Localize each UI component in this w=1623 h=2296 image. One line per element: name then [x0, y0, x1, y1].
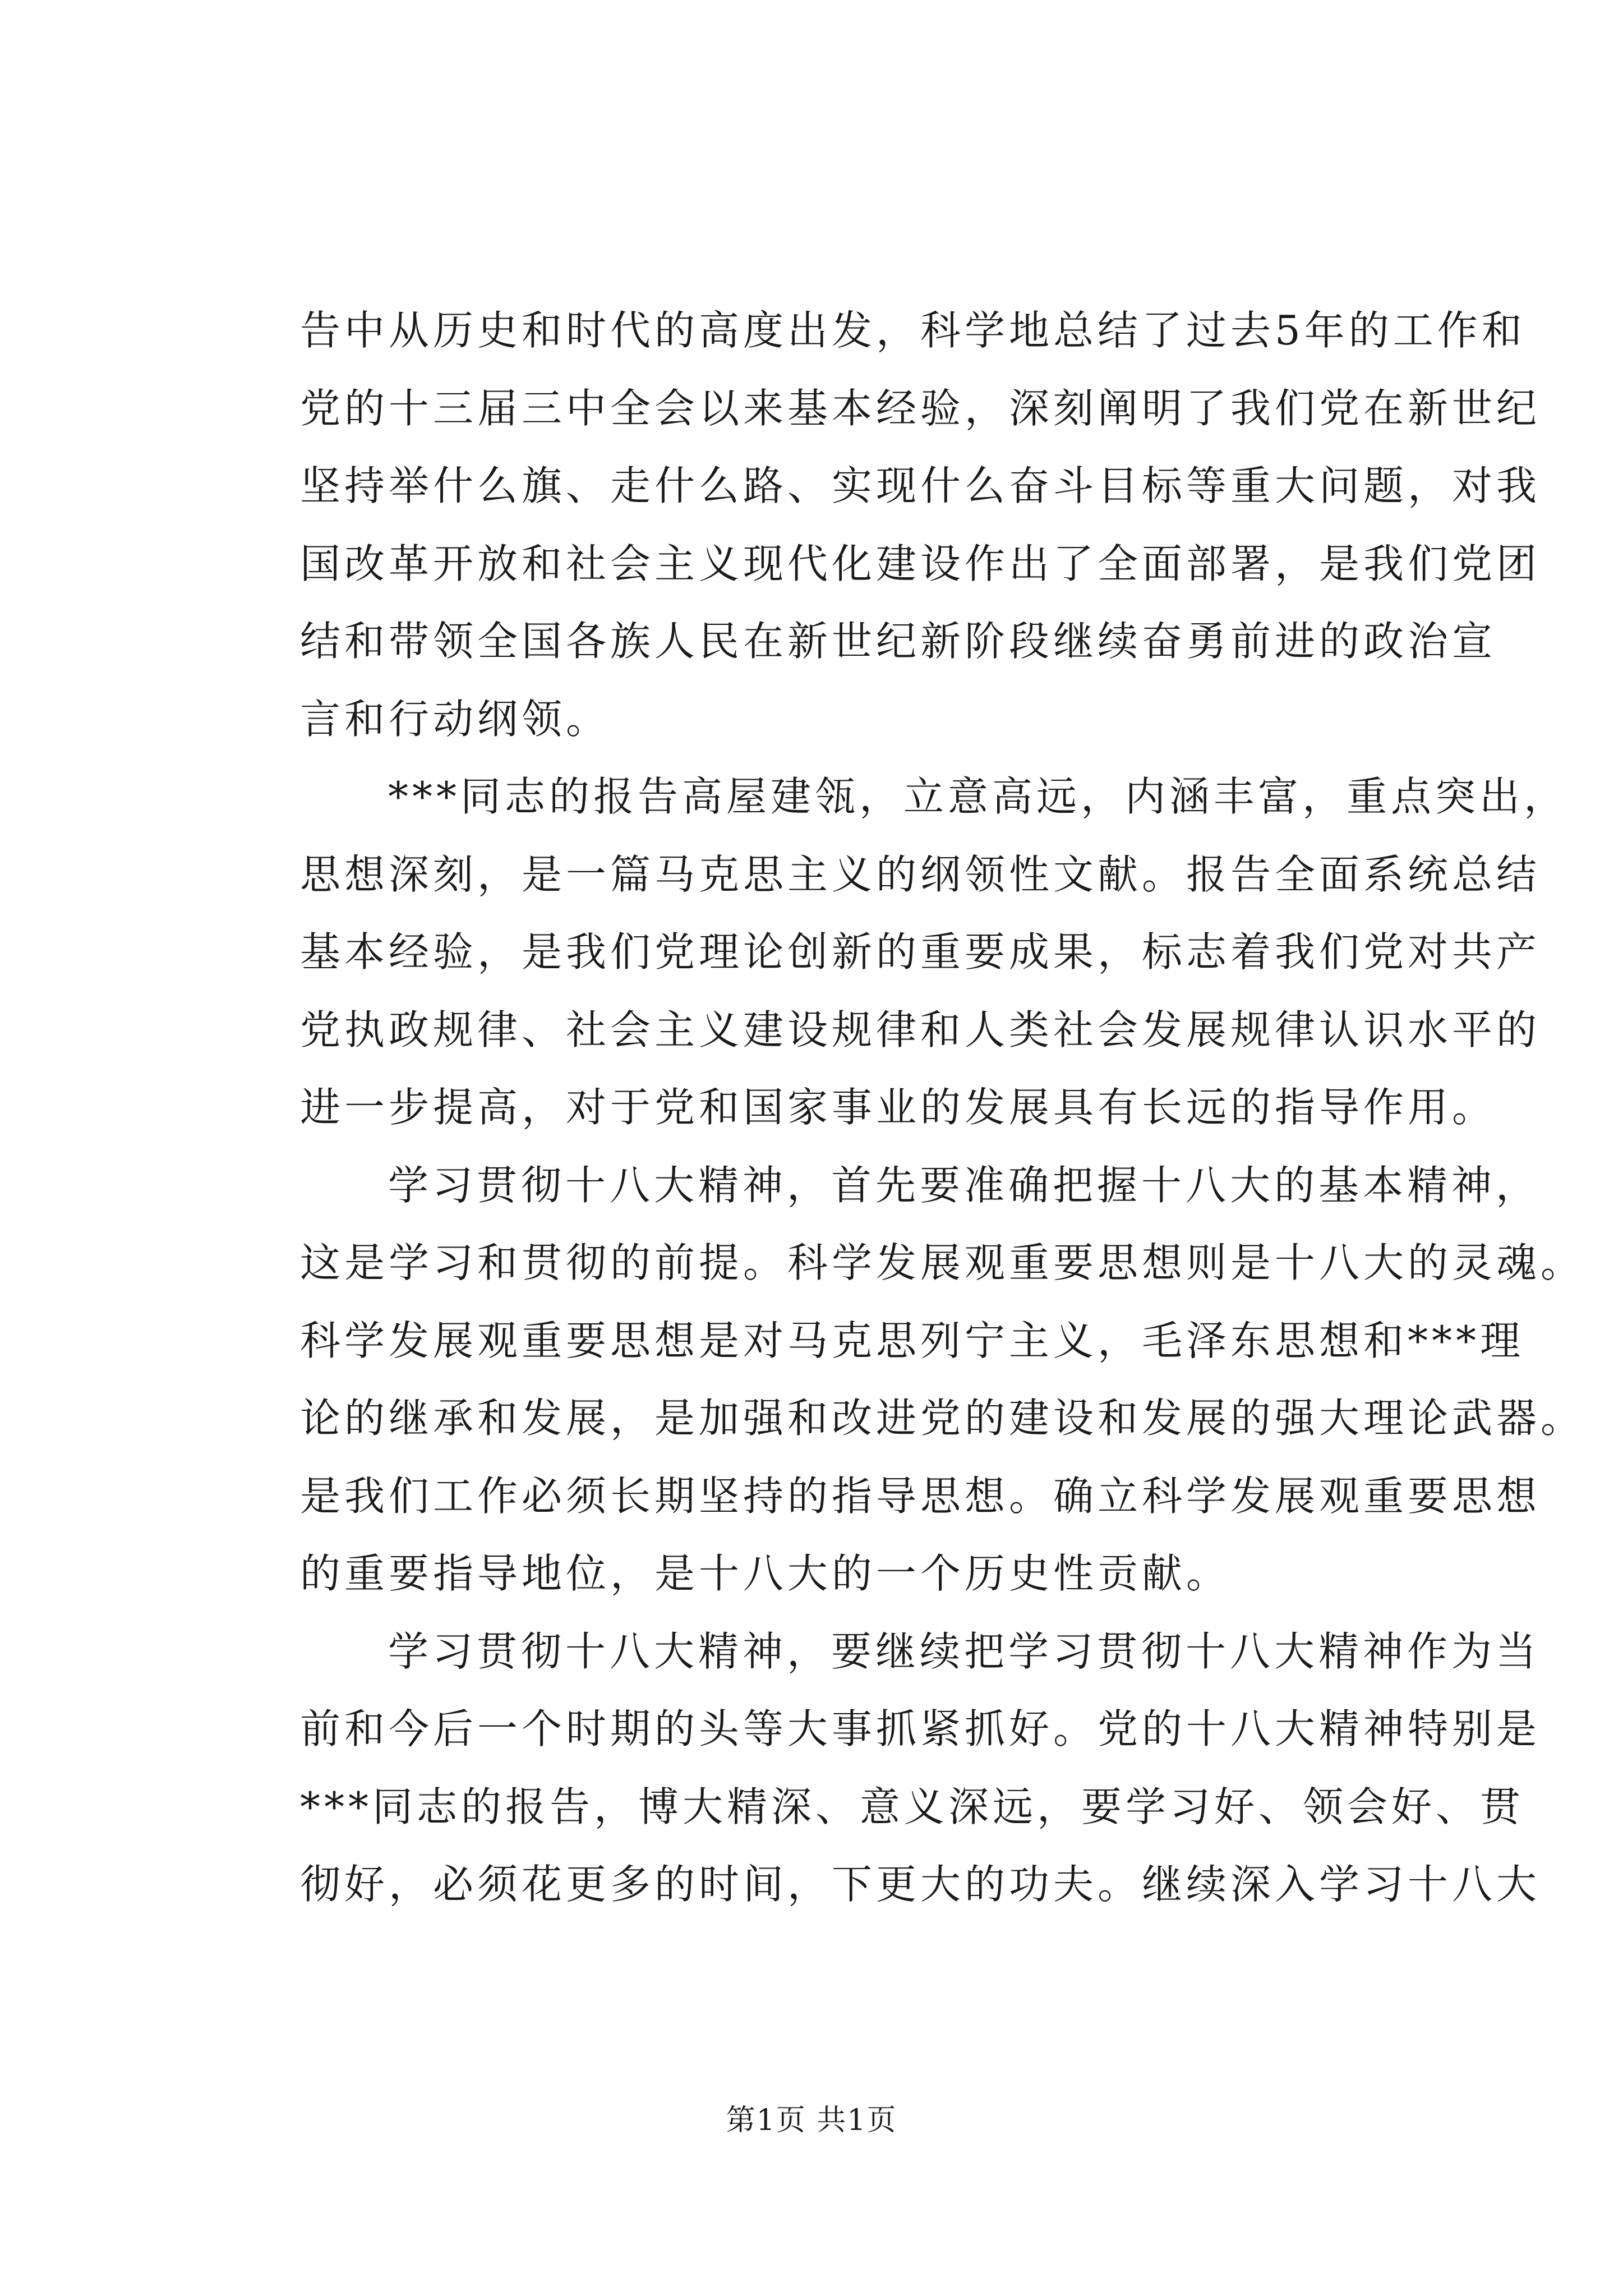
- text-line: 言和行动纲领。: [300, 695, 611, 743]
- paragraph-3: [300, 1147, 1585, 1613]
- text-line: 学习贯彻十八大精神，首先要准确把握十八大的基本精神，: [388, 1161, 1541, 1209]
- text-line: 党的十三届三中全会以来基本经验，深刻阐明了我们党在新世纪: [300, 384, 1541, 432]
- text-line: 前和今后一个时期的头等大事抓紧抓好。党的十八大精神特别是: [300, 1705, 1541, 1752]
- text-line: 是我们工作必须长期坚持的指导思想。确立科学发展观重要思想: [300, 1472, 1541, 1520]
- text-line: 论的继承和发展，是加强和改进党的建设和发展的强大理论武器。: [300, 1395, 1585, 1442]
- paragraph-4: [300, 1613, 1541, 1924]
- text-line: 结和带领全国各族人民在新世纪新阶段继续奋勇前进的政治宣: [300, 618, 1497, 665]
- text-line: 科学发展观重要思想是对马克思列宁主义，毛泽东思想和***理: [300, 1317, 1525, 1364]
- text-line: 这是学习和贯彻的前提。科学发展观重要思想则是十八大的灵魂。: [300, 1239, 1585, 1286]
- document-body: [300, 292, 1585, 1924]
- paragraph-2: [300, 758, 1569, 1147]
- text-line: 坚持举什么旗、走什么路、实现什么奋斗目标等重大问题，对我: [300, 462, 1541, 509]
- text-line: 告中从历史和时代的高度出发，科学地总结了过去5年的工作和: [300, 307, 1526, 354]
- text-line: ***同志的报告，博大精深、意义深远，要学习好、领会好、贯: [300, 1783, 1525, 1830]
- text-line: 国改革开放和社会主义现代化建设作出了全面部署，是我们党团: [300, 540, 1541, 587]
- text-line: 学习贯彻十八大精神，要继续把学习贯彻十八大精神作为当: [388, 1627, 1541, 1675]
- page-number-footer: 第1页 共1页: [726, 2104, 897, 2137]
- text-line: 彻好，必须花更多的时间，下更大的功夫。继续深入学习十八大: [300, 1861, 1541, 1908]
- text-line: 进一步提高，对于党和国家事业的发展具有长远的指导作用。: [300, 1084, 1497, 1131]
- text-line: 思想深刻，是一篇马克思主义的纲领性文献。报告全面系统总结: [300, 850, 1541, 898]
- text-line: 党执政规律、社会主义建设规律和人类社会发展规律认识水平的: [300, 1006, 1541, 1053]
- text-line: 基本经验，是我们党理论创新的重要成果，标志着我们党对共产: [300, 928, 1541, 976]
- text-line: 的重要指导地位，是十八大的一个历史性贡献。: [300, 1550, 1231, 1597]
- paragraph-1: [300, 292, 1541, 758]
- text-line: ***同志的报告高屋建瓴，立意高远，内涵丰富，重点突出，: [388, 773, 1569, 820]
